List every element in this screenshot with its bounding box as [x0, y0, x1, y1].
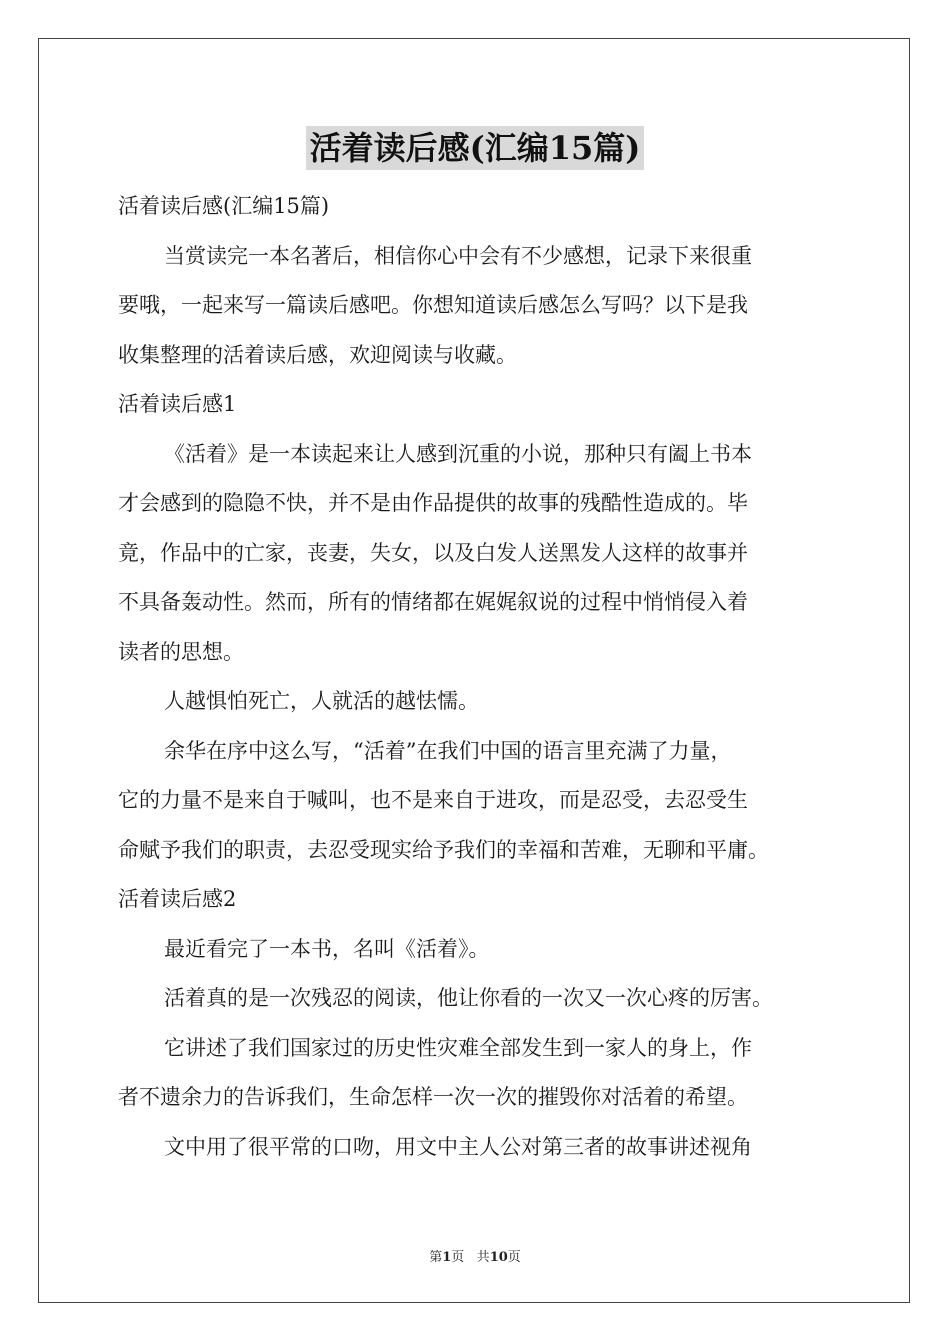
document-title: 活着读后感(汇编15篇) [306, 126, 645, 170]
text-line: 最近看完了一本书，名叫《活着》。 [164, 936, 490, 961]
page-label-suffix: 页 [451, 1250, 465, 1265]
page-number: 1 [442, 1250, 452, 1265]
text-line: 收集整理的活着读后感，欢迎阅读与收藏。 [118, 342, 517, 367]
text-line: 活着读后感2 [118, 887, 237, 911]
text-line: 余华在序中这么写，“活着”在我们中国的语言里充满了力量， [164, 738, 732, 763]
text-line: 要哦，一起来写一篇读后感吧。你想知道读后感怎么写吗？以下是我 [118, 293, 748, 317]
text-line: 竟，作品中的亡家，丧妻，失女，以及白发人送黑发人这样的故事并 [118, 540, 748, 565]
text-line: 才会感到的隐隐不快，并不是由作品提供的故事的残酷性造成的。毕 [118, 491, 748, 515]
text-line: 不具备轰动性。然而，所有的情绪都在娓娓叙说的过程中悄悄侵入着 [118, 590, 748, 614]
total-pages: 10 [489, 1250, 508, 1265]
text-line: 活着读后感(汇编15篇) [118, 194, 330, 218]
page-label-prefix: 第 [429, 1250, 443, 1265]
total-label-prefix: 共 [476, 1250, 490, 1265]
text-line: 当赏读完一本名著后，相信你心中会有不少感想，记录下来很重 [164, 243, 752, 268]
text-line: 读者的思想。 [118, 639, 244, 664]
text-line: 者不遗余力的告诉我们，生命怎样一次一次的摧毁你对活着的希望。 [118, 1085, 748, 1109]
total-label-suffix: 页 [507, 1250, 521, 1265]
document-body [118, 182, 840, 1172]
text-line: 它的力量不是来自于喊叫，也不是来自于进攻，而是忍受，去忍受生 [118, 788, 748, 812]
text-line: 人越惧怕死亡，人就活的越怯懦。 [164, 689, 479, 713]
text-line: 文中用了很平常的口吻，用文中主人公对第三者的故事讲述视角 [164, 1134, 752, 1159]
title-wrap [0, 126, 950, 170]
text-line: 命赋予我们的职责，去忍受现实给予我们的幸福和苦难，无聊和平庸。 [118, 837, 769, 862]
page-footer [0, 1246, 950, 1265]
text-line: 活着真的是一次残忍的阅读，他让你看的一次又一次心疼的厉害。 [164, 986, 773, 1010]
text-line: 它讲述了我们国家过的历史性灾难全部发生到一家人的身上，作 [164, 1035, 752, 1060]
text-line: 活着读后感1 [118, 392, 237, 416]
text-line: 《活着》是一本读起来让人感到沉重的小说，那种只有阖上书本 [164, 441, 752, 466]
